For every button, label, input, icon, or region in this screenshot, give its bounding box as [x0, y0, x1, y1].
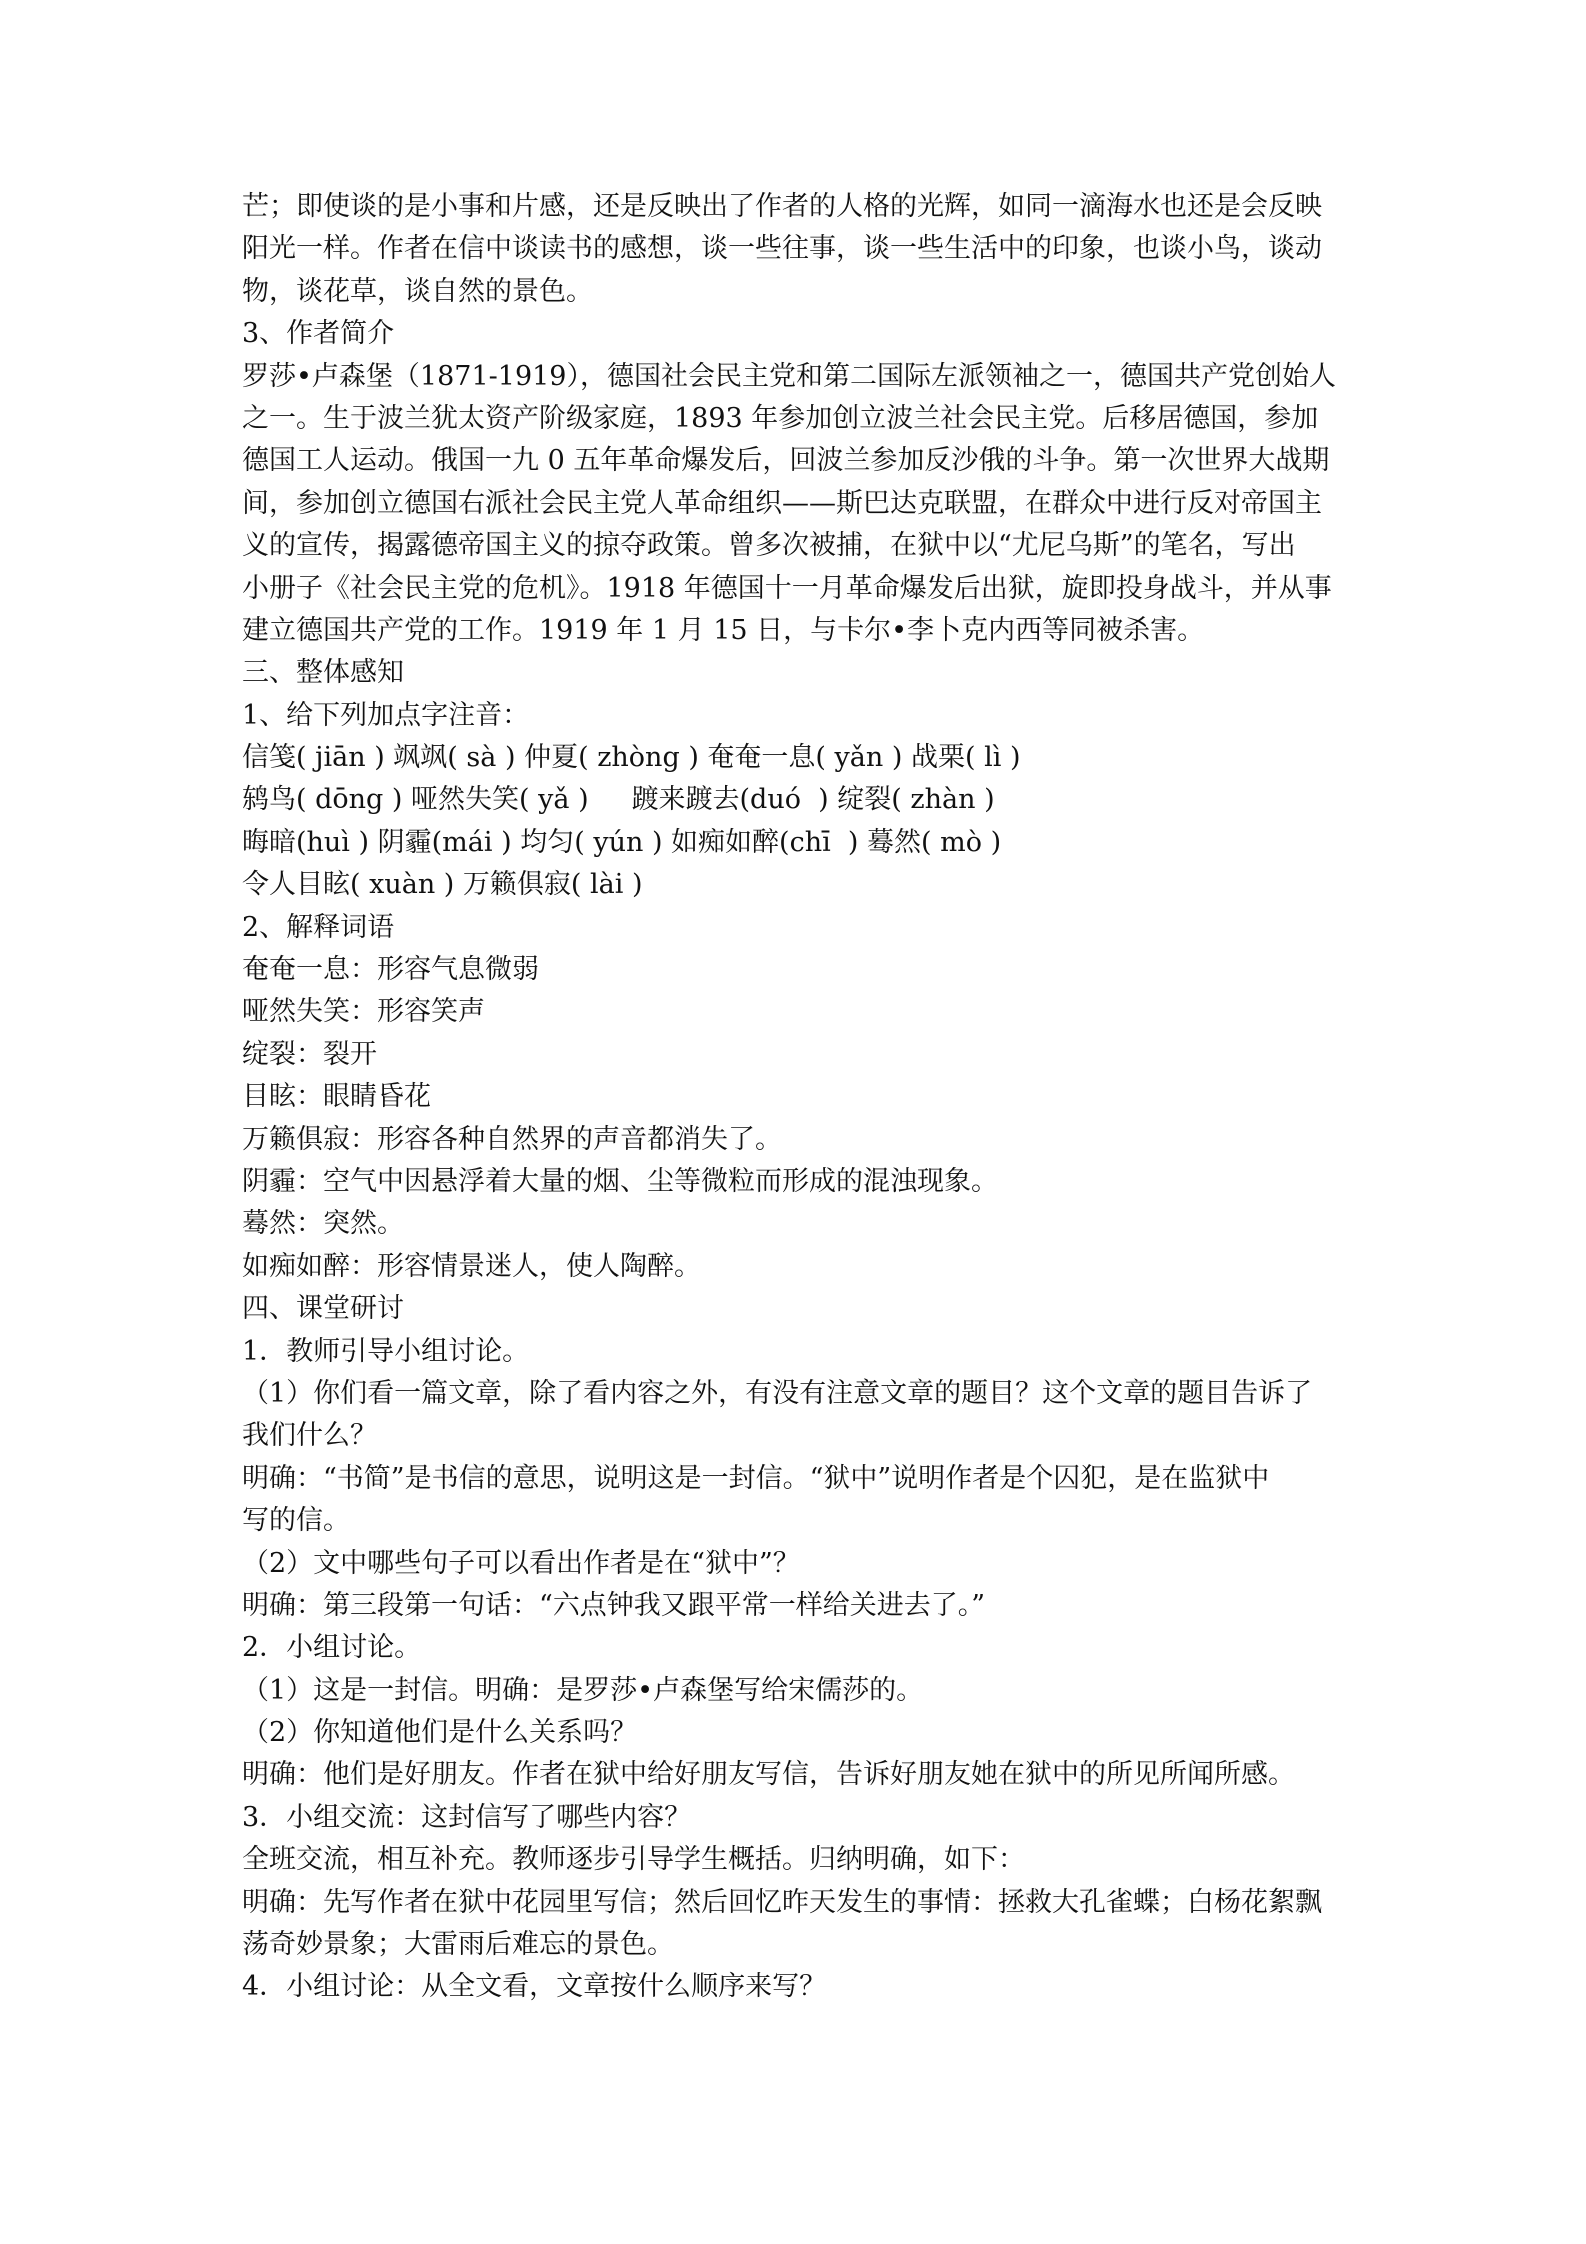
text-line: 义的宣传，揭露德帝国主义的掠夺政策。曾多次被捕，在狱中以“尤尼乌斯”的笔名，写出 [242, 530, 1296, 562]
text-line: 3．小组交流：这封信写了哪些内容？ [242, 1801, 692, 1833]
text-line: 建立德国共产党的工作。1919 年 1 月 15 日，与卡尔•李卜克内西等同被杀害。 [242, 614, 1205, 646]
definition-line: 蓦然：突然。 [242, 1208, 404, 1240]
pinyin-line: 令人目眩( xuàn ) 万籁俱寂( lài ) [242, 869, 643, 901]
pinyin-line: 鸫鸟( dōng ) 哑然失笑( yǎ ) 踱来踱去(duó ) 绽裂( zhàn ) [242, 784, 995, 816]
pinyin-line: 晦暗(huì ) 阴霾(mái ) 均匀( yún ) 如痴如醉(chī ) 蓦然( mò ) [242, 826, 1002, 858]
definition-line: 奄奄一息：形容气息微弱 [242, 954, 539, 986]
definition-line: 哑然失笑：形容笑声 [242, 996, 485, 1028]
definition-line: 阴霾：空气中因悬浮着大量的烟、尘等微粒而形成的混浊现象。 [242, 1165, 998, 1197]
text-line: 明确：他们是好朋友。作者在狱中给好朋友写信，告诉好朋友她在狱中的所见所闻所感。 [242, 1759, 1295, 1791]
text-line: 明确：先写作者在狱中花园里写信；然后回忆昨天发生的事情：拯救大孔雀蝶；白杨花絮飘 [242, 1886, 1322, 1918]
definition-line: 万籁俱寂：形容各种自然界的声音都消失了。 [242, 1123, 782, 1155]
text-line: 德国工人运动。俄国一九 0 五年革命爆发后，回波兰参加反沙俄的斗争。第一次世界大战期 [242, 445, 1330, 477]
text-line: 罗莎•卢森堡（1871-1919），德国社会民主党和第二国际左派领袖之一，德国共产党创始人 [242, 360, 1336, 392]
text-line: 荡奇妙景象；大雷雨后难忘的景色。 [242, 1929, 674, 1961]
text-line: 全班交流，相互补充。教师逐步引导学生概括。归纳明确，如下： [242, 1844, 1025, 1876]
section-heading: 四、课堂研讨 [242, 1293, 404, 1325]
text-line: （2）文中哪些句子可以看出作者是在“狱中”？ [242, 1547, 800, 1579]
section-heading: 三、整体感知 [242, 657, 404, 689]
text-line: 间，参加创立德国右派社会民主党人革命组织——斯巴达克联盟，在群众中进行反对帝国主 [242, 487, 1322, 519]
text-line: 我们什么？ [242, 1420, 377, 1452]
text-line: 2．小组讨论。 [242, 1632, 422, 1664]
section-heading: 1、给下列加点字注音： [242, 699, 530, 731]
text-line: 1．教师引导小组讨论。 [242, 1335, 530, 1367]
definition-line: 目眩：眼睛昏花 [242, 1081, 431, 1113]
text-line: 写的信。 [242, 1505, 350, 1537]
definition-line: 如痴如醉：形容情景迷人，使人陶醉。 [242, 1250, 701, 1282]
section-heading: 3、作者简介 [242, 318, 395, 350]
text-line: 明确：第三段第一句话：“六点钟我又跟平常一样给关进去了。” [242, 1589, 986, 1621]
text-line: 阳光一样。作者在信中谈读书的感想，谈一些往事，谈一些生活中的印象，也谈小鸟，谈动 [242, 233, 1322, 265]
text-line: 明确：“书简”是书信的意思，说明这是一封信。“狱中”说明作者是个囚犯，是在监狱中 [242, 1462, 1270, 1494]
definition-line: 绽裂：裂开 [242, 1038, 377, 1070]
text-line: 芒；即使谈的是小事和片感，还是反映出了作者的人格的光辉，如同一滴海水也还是会反映 [242, 191, 1322, 222]
text-line: （2）你知道他们是什么关系吗？ [242, 1717, 638, 1749]
document-page [242, 186, 1362, 2009]
text-line: 之一。生于波兰犹太资产阶级家庭，1893 年参加创立波兰社会民主党。后移居德国，参加 [242, 402, 1319, 434]
text-line: 小册子《社会民主党的危机》。1918 年德国十一月革命爆发后出狱，旋即投身战斗，并从事 [242, 572, 1332, 604]
text-line: （1）你们看一篇文章，除了看内容之外，有没有注意文章的题目？这个文章的题目告诉了 [242, 1377, 1313, 1409]
section-heading: 2、解释词语 [242, 911, 395, 943]
text-line: 物，谈花草，谈自然的景色。 [242, 275, 593, 307]
text-line: （1）这是一封信。明确：是罗莎•卢森堡写给宋儒莎的。 [242, 1674, 924, 1706]
pinyin-line: 信笺( jiān ) 飒飒( sà ) 仲夏( zhòng ) 奄奄一息( yǎn ) 战栗( lì ) [242, 742, 1021, 774]
text-line: 4．小组讨论：从全文看，文章按什么顺序来写？ [242, 1971, 827, 2003]
